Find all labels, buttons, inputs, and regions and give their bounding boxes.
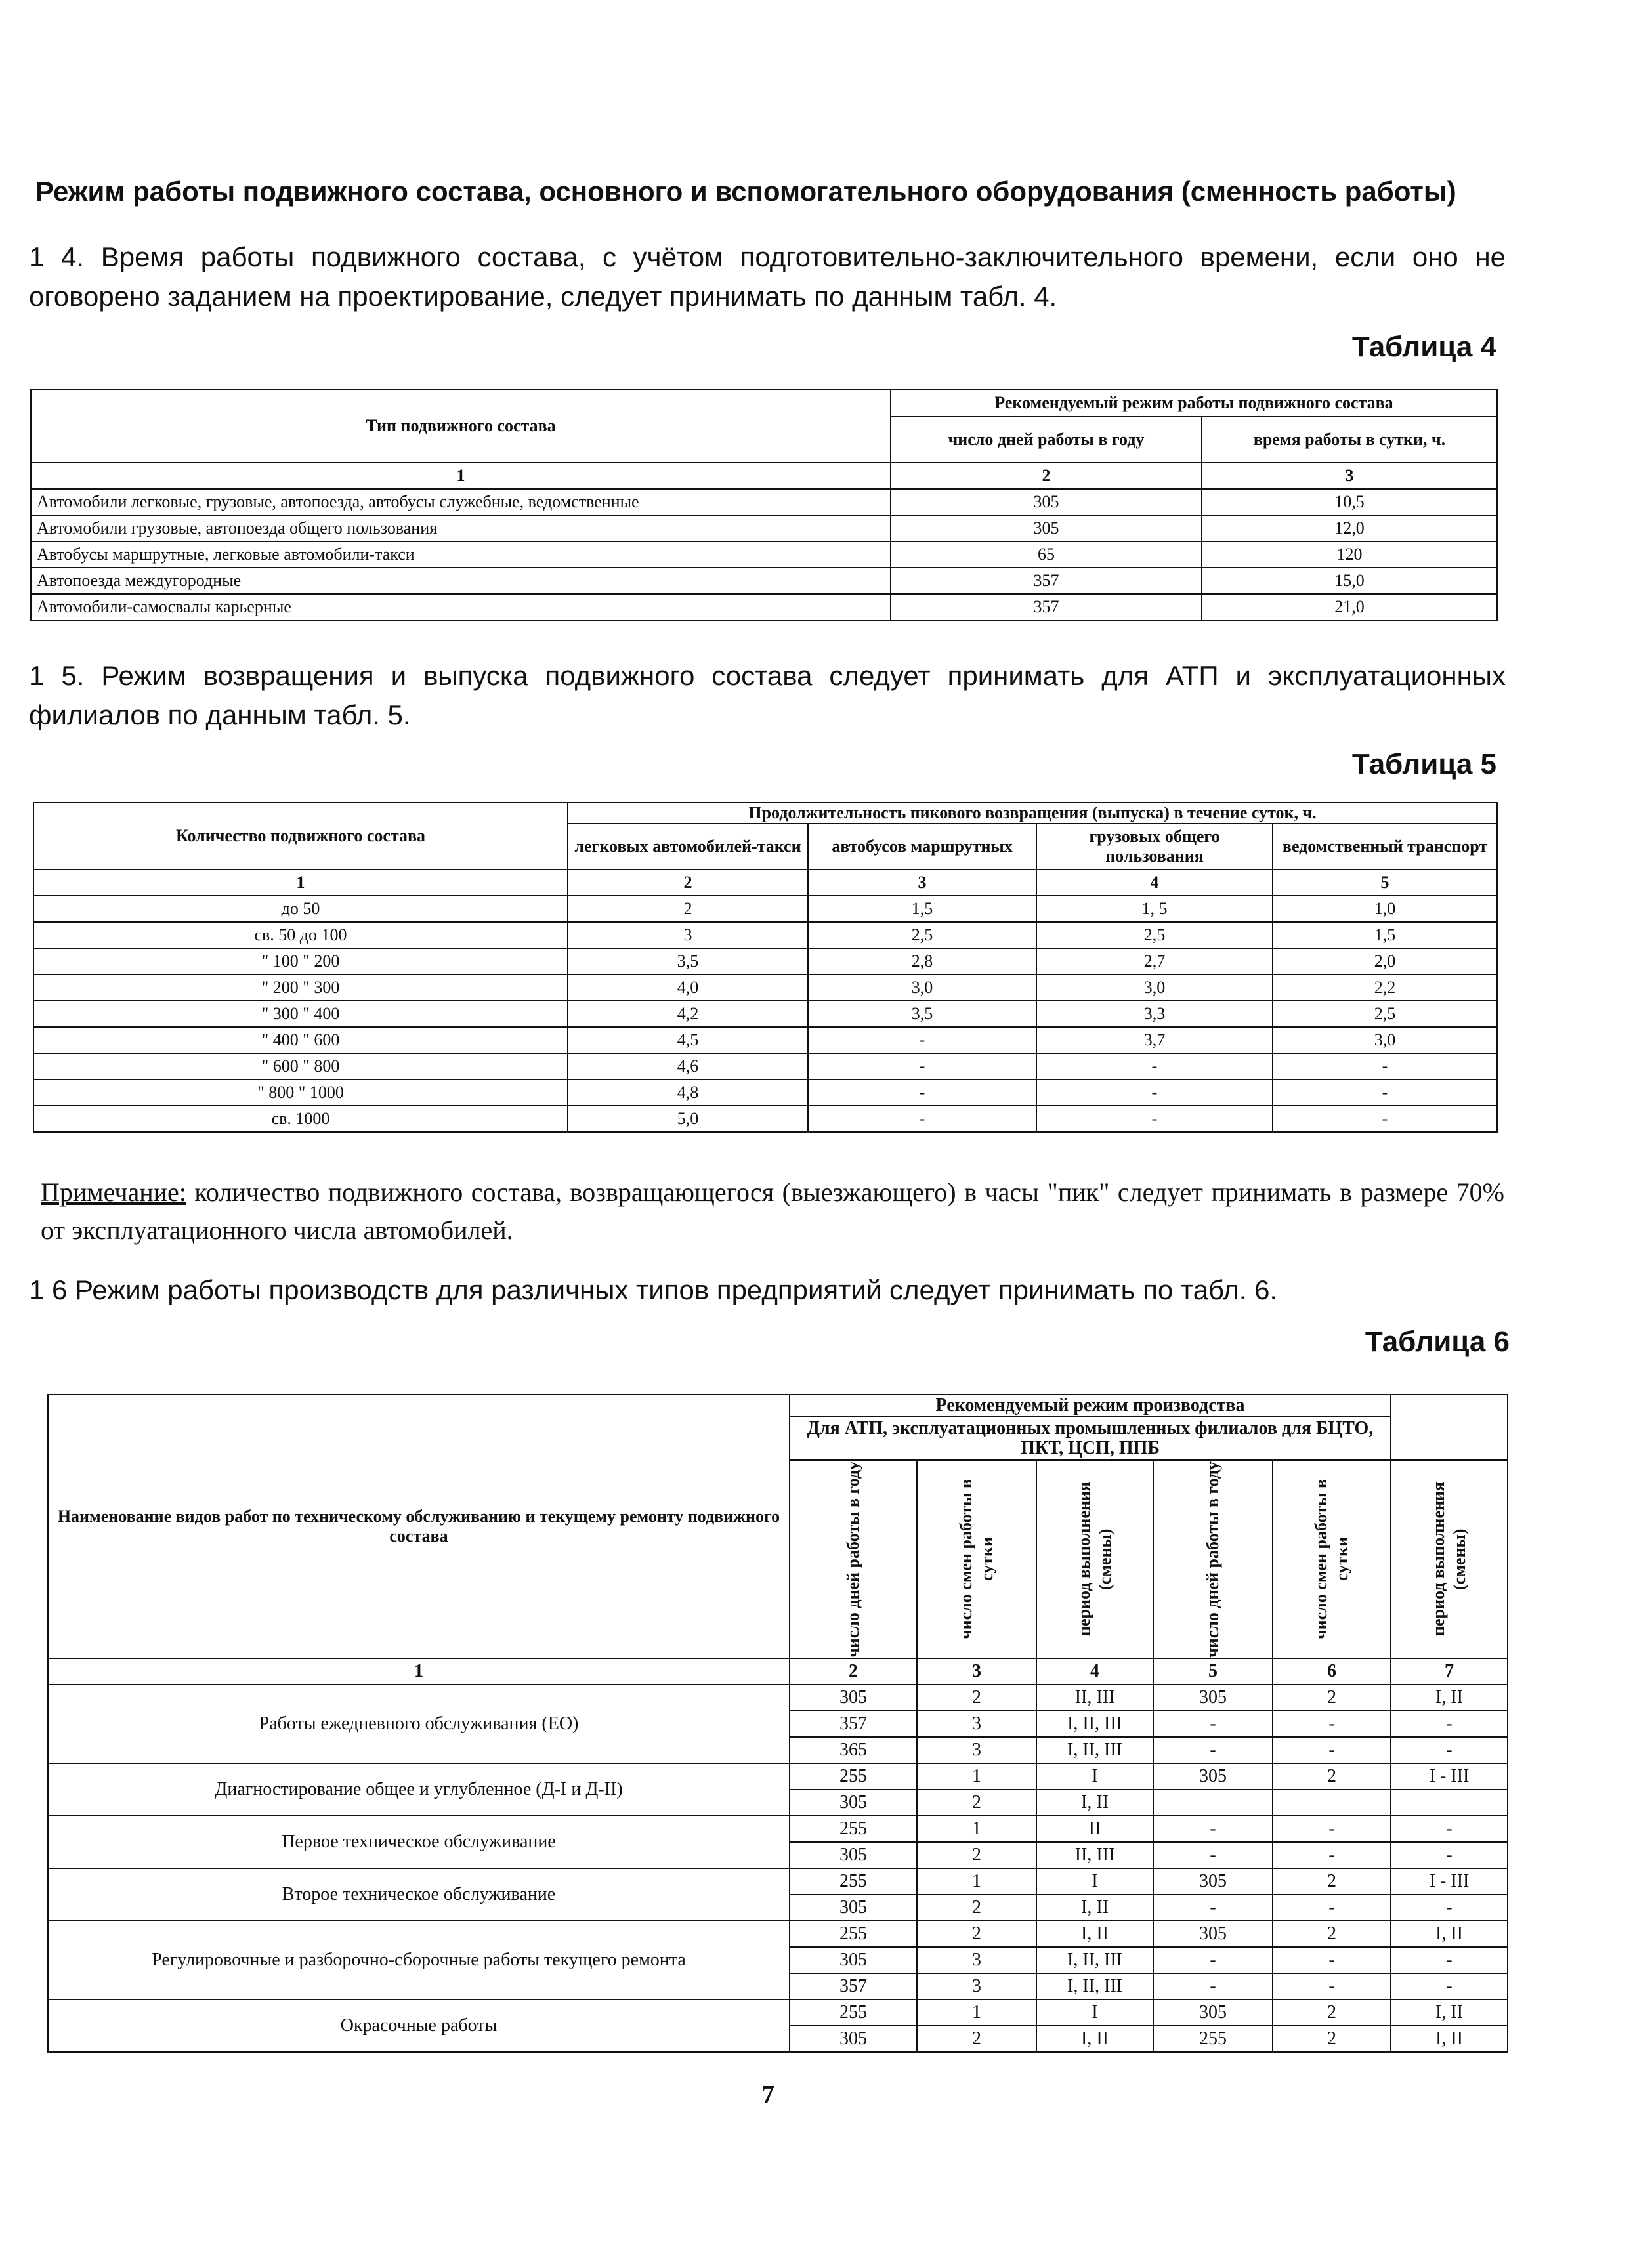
table5-cell-c2: 3	[568, 922, 808, 948]
table5-cell-c5: 1,5	[1273, 922, 1497, 948]
table6-cell-c5: 305	[1153, 1763, 1273, 1790]
table5-cell-c3: -	[808, 1106, 1036, 1132]
table6-cell-c3: 3	[917, 1737, 1036, 1763]
table-row	[31, 515, 1497, 541]
table6-cell-c6: -	[1273, 1737, 1391, 1763]
table6-cell-c2: 365	[790, 1737, 917, 1763]
table6	[47, 1394, 1508, 2053]
table6-cell-c2: 255	[790, 1816, 917, 1842]
table-row	[31, 541, 1497, 568]
table6-header-col4: период выполнения (смены)	[1036, 1460, 1153, 1658]
table-row	[48, 1816, 1508, 1842]
table4-header-type: Тип подвижного состава	[31, 389, 891, 463]
table-row	[31, 594, 1497, 620]
table6-cell-c3: 1	[917, 1816, 1036, 1842]
table6-cell-c3: 3	[917, 1973, 1036, 2000]
table5-cell-c5: 2,0	[1273, 948, 1497, 975]
table6-header-col2: число дней работы в году	[790, 1460, 917, 1658]
table5-cell-c3: -	[808, 1080, 1036, 1106]
table6-colnum: 4	[1036, 1658, 1153, 1685]
table6-cell-c2: 357	[790, 1973, 917, 2000]
table6-cell-c5: 255	[1153, 2026, 1273, 2052]
table6-cell-c4: I, II, III	[1036, 1947, 1153, 1973]
table6-cell-c6: 2	[1273, 1685, 1391, 1711]
table5-note	[41, 1173, 1504, 1250]
table6-colnum: 7	[1391, 1658, 1508, 1685]
table6-cell-c7: I - III	[1391, 1763, 1508, 1790]
table4-colnum: 2	[891, 463, 1202, 489]
table5-cell-c3: 3,5	[808, 1001, 1036, 1027]
table5-cell-qty: " 200 " 300	[33, 975, 568, 1001]
table5-colnum: 5	[1273, 870, 1497, 896]
table6-cell-c3: 2	[917, 1842, 1036, 1868]
table5-cell-c3: -	[808, 1053, 1036, 1080]
table4-cell-hours: 15,0	[1202, 568, 1497, 594]
table5-header-col2: легковых автомобилей-такси	[568, 824, 808, 870]
table5-cell-c2: 4,0	[568, 975, 808, 1001]
table5-cell-qty: " 300 " 400	[33, 1001, 568, 1027]
table6-cell-c5: -	[1153, 1895, 1273, 1921]
table-row	[48, 1868, 1508, 1895]
table6-cell-c4: I, II, III	[1036, 1711, 1153, 1737]
table5-cell-c5: 3,0	[1273, 1027, 1497, 1053]
table-row	[33, 1027, 1497, 1053]
table-row	[33, 1053, 1497, 1080]
table5-cell-c2: 4,8	[568, 1080, 808, 1106]
table5-colnum: 1	[33, 870, 568, 896]
table6-colnum: 2	[790, 1658, 917, 1685]
table5-header-col5: ведомственный транспорт	[1273, 824, 1497, 870]
table5-cell-c5: -	[1273, 1053, 1497, 1080]
table4-cell-days: 305	[891, 489, 1202, 515]
table6-cell-c6: -	[1273, 1947, 1391, 1973]
table4-cell-type: Автобусы маршрутные, легковые автомобили-такси	[31, 541, 891, 568]
table6-cell-c4: I, II	[1036, 1895, 1153, 1921]
table5-cell-c4: 3,7	[1036, 1027, 1273, 1053]
table6-cell-name: Окрасочные работы	[48, 2000, 790, 2052]
table4-cell-type: Автомобили-самосвалы карьерные	[31, 594, 891, 620]
table5-cell-c5: -	[1273, 1106, 1497, 1132]
table6-cell-c3: 3	[917, 1947, 1036, 1973]
table6-cell-c2: 305	[790, 1790, 917, 1816]
table5-cell-c4: 2,7	[1036, 948, 1273, 975]
table6-cell-c6: -	[1273, 1842, 1391, 1868]
table6-cell-c6	[1273, 1790, 1391, 1816]
table6-cell-c4: I	[1036, 1868, 1153, 1895]
table6-cell-c3: 1	[917, 1763, 1036, 1790]
note-label: Примечание:	[41, 1177, 186, 1207]
table6-cell-c6: 2	[1273, 2000, 1391, 2026]
table5-cell-c2: 5,0	[568, 1106, 808, 1132]
table5-header-group: Продолжительность пикового возвращения (выпуска) в течение суток, ч.	[568, 803, 1497, 824]
table6-header-col5: число дней работы в году	[1153, 1460, 1273, 1658]
table6-cell-c3: 1	[917, 2000, 1036, 2026]
table5-header-col4: грузовых общего пользования	[1036, 824, 1273, 870]
table-row	[33, 948, 1497, 975]
table6-cell-c2: 305	[790, 1895, 917, 1921]
table6-cell-c6: 2	[1273, 2026, 1391, 2052]
table6-cell-c2: 305	[790, 1842, 917, 1868]
table-row	[48, 1763, 1508, 1790]
table6-cell-c5: 305	[1153, 1921, 1273, 1947]
table5-cell-qty: св. 1000	[33, 1106, 568, 1132]
table5-cell-c2: 4,6	[568, 1053, 808, 1080]
table4-cell-hours: 10,5	[1202, 489, 1497, 515]
table4-cell-hours: 21,0	[1202, 594, 1497, 620]
table5	[33, 802, 1498, 1133]
table6-cell-name: Регулировочные и разборочно-сборочные работы текущего ремонта	[48, 1921, 790, 2000]
table5-cell-c2: 4,5	[568, 1027, 808, 1053]
table5-cell-c5: -	[1273, 1080, 1497, 1106]
table6-cell-c4: II	[1036, 1816, 1153, 1842]
table6-cell-c2: 305	[790, 2026, 917, 2052]
table6-cell-c4: I, II	[1036, 1921, 1153, 1947]
table6-cell-c7: I, II	[1391, 2000, 1508, 2026]
table-row	[33, 1106, 1497, 1132]
table6-cell-c3: 1	[917, 1868, 1036, 1895]
table5-colnum: 4	[1036, 870, 1273, 896]
table5-header-col3: автобусов маршрутных	[808, 824, 1036, 870]
table6-cell-c5: -	[1153, 1816, 1273, 1842]
table6-cell-c7: I - III	[1391, 1868, 1508, 1895]
table6-cell-name: Работы ежедневного обслуживания (ЕО)	[48, 1685, 790, 1763]
table6-cell-c6: 2	[1273, 1868, 1391, 1895]
table4-cell-type: Автомобили грузовые, автопоезда общего пользования	[31, 515, 891, 541]
table6-cell-c5: -	[1153, 1947, 1273, 1973]
table5-cell-c3: -	[808, 1027, 1036, 1053]
table5-cell-c5: 2,5	[1273, 1001, 1497, 1027]
table6-cell-c3: 3	[917, 1711, 1036, 1737]
table6-cell-c4: I, II	[1036, 2026, 1153, 2052]
table6-cell-c3: 2	[917, 1921, 1036, 1947]
table5-cell-c4: 2,5	[1036, 922, 1273, 948]
table5-cell-c2: 2	[568, 896, 808, 922]
table5-cell-c4: -	[1036, 1053, 1273, 1080]
table6-cell-c2: 305	[790, 1947, 917, 1973]
table4-header-days: число дней работы в году	[891, 417, 1202, 463]
table5-colnum: 3	[808, 870, 1036, 896]
table5-cell-qty: " 400 " 600	[33, 1027, 568, 1053]
table5-cell-c3: 2,8	[808, 948, 1036, 975]
table6-header-name: Наименование видов работ по техническому обслуживанию и текущему ремонту подвижного состава	[48, 1395, 790, 1658]
table6-cell-c4: I, II, III	[1036, 1973, 1153, 2000]
table6-cell-c2: 255	[790, 1868, 917, 1895]
table5-cell-qty: св. 50 до 100	[33, 922, 568, 948]
table5-header-qty: Количество подвижного состава	[33, 803, 568, 870]
paragraph-16: 1 6 Режим работы производств для различных типов предприятий следует принимать по табл. 6.	[29, 1274, 1278, 1305]
table6-cell-c6: -	[1273, 1895, 1391, 1921]
table6-cell-c6: -	[1273, 1711, 1391, 1737]
table6-cell-c5: 305	[1153, 1685, 1273, 1711]
table6-cell-c4: II, III	[1036, 1685, 1153, 1711]
table4	[30, 388, 1498, 621]
table-row	[31, 568, 1497, 594]
table6-header-group: Рекомендуемый режим производства	[790, 1395, 1391, 1417]
table6-colnum: 1	[48, 1658, 790, 1685]
section-heading: Режим работы подвижного состава, основного и вспомогательного оборудования (сменность работы)	[35, 176, 1456, 207]
table6-cell-c7: -	[1391, 1973, 1508, 2000]
table6-header-col6: число смен работы в сутки	[1273, 1460, 1391, 1658]
table-row	[48, 1921, 1508, 1947]
table6-cell-c7: I, II	[1391, 1685, 1508, 1711]
table6-cell-c7: -	[1391, 1816, 1508, 1842]
table5-cell-c4: -	[1036, 1106, 1273, 1132]
table6-cell-c4: I, II	[1036, 1790, 1153, 1816]
table6-cell-c7: I, II	[1391, 1921, 1508, 1947]
table6-header-subgroup: Для АТП, эксплуатационных промышленных филиалов для БЦТО, ПКТ, ЦСП, ППБ	[790, 1417, 1391, 1460]
table6-cell-c4: I, II, III	[1036, 1737, 1153, 1763]
table5-cell-c5: 1,0	[1273, 896, 1497, 922]
table-row	[33, 1080, 1497, 1106]
table6-cell-c5: -	[1153, 1842, 1273, 1868]
table4-header-group: Рекомендуемый режим работы подвижного состава	[891, 389, 1497, 417]
table-row	[33, 922, 1497, 948]
table-row	[33, 975, 1497, 1001]
table5-cell-qty: до 50	[33, 896, 568, 922]
table6-header-col7: период выполнения (смены)	[1391, 1460, 1508, 1658]
table6-cell-c4: I	[1036, 2000, 1153, 2026]
table5-cell-c3: 3,0	[808, 975, 1036, 1001]
table6-colnum: 3	[917, 1658, 1036, 1685]
note-text: количество подвижного состава, возвращающегося (выезжающего) в часы "пик" следует принимать в размере 70% от эксплуатационного числа автомобилей.	[41, 1177, 1504, 1245]
table4-colnum: 1	[31, 463, 891, 489]
paragraph-14: 1 4. Время работы подвижного состава, с учётом подготовительно-заключительного времени, если оно не оговорено заданием на проектирование, следует принимать по данным табл. 4.	[29, 242, 1506, 312]
table6-cell-c2: 357	[790, 1711, 917, 1737]
table5-cell-c3: 1,5	[808, 896, 1036, 922]
table4-cell-days: 357	[891, 594, 1202, 620]
table-row	[48, 1685, 1508, 1711]
table6-cell-c3: 2	[917, 1895, 1036, 1921]
table6-cell-c7: -	[1391, 1842, 1508, 1868]
table6-caption: Таблица 6	[1365, 1326, 1510, 1358]
table5-cell-c4: -	[1036, 1080, 1273, 1106]
table5-cell-c4: 1, 5	[1036, 896, 1273, 922]
table5-cell-qty: " 600 " 800	[33, 1053, 568, 1080]
table5-cell-c5: 2,2	[1273, 975, 1497, 1001]
table6-cell-c6: -	[1273, 1973, 1391, 2000]
table6-cell-c2: 255	[790, 1763, 917, 1790]
table6-cell-c7: -	[1391, 1737, 1508, 1763]
table4-colnum: 3	[1202, 463, 1497, 489]
table6-cell-name: Диагностирование общее и углубленное (Д-I и Д-II)	[48, 1763, 790, 1816]
table6-cell-c7	[1391, 1790, 1508, 1816]
table5-cell-c2: 3,5	[568, 948, 808, 975]
table5-cell-c3: 2,5	[808, 922, 1036, 948]
table6-cell-c5	[1153, 1790, 1273, 1816]
table5-cell-qty: " 100 " 200	[33, 948, 568, 975]
table6-cell-c4: II, III	[1036, 1842, 1153, 1868]
page-number: 7	[761, 2080, 774, 2109]
table-row	[48, 2000, 1508, 2026]
table6-cell-c4: I	[1036, 1763, 1153, 1790]
table6-cell-c2: 255	[790, 1921, 917, 1947]
table5-caption: Таблица 5	[1351, 748, 1496, 780]
table5-colnum: 2	[568, 870, 808, 896]
table6-cell-name: Первое техническое обслуживание	[48, 1816, 790, 1868]
table4-cell-days: 305	[891, 515, 1202, 541]
table4-cell-days: 357	[891, 568, 1202, 594]
table6-cell-c3: 2	[917, 1790, 1036, 1816]
table5-cell-c4: 3,3	[1036, 1001, 1273, 1027]
table6-cell-c7: -	[1391, 1895, 1508, 1921]
table5-cell-qty: " 800 " 1000	[33, 1080, 568, 1106]
paragraph-15: 1 5. Режим возвращения и выпуска подвижного состава следует принимать для АТП и эксплуатационных филиалов по данным табл. 5.	[29, 660, 1506, 730]
table-row	[31, 489, 1497, 515]
table6-cell-c5: -	[1153, 1737, 1273, 1763]
table6-cell-c3: 2	[917, 2026, 1036, 2052]
table6-cell-c5: 305	[1153, 1868, 1273, 1895]
table6-header-empty	[1391, 1395, 1508, 1460]
table4-cell-type: Автопоезда междугородные	[31, 568, 891, 594]
table6-cell-c5: -	[1153, 1973, 1273, 2000]
table4-cell-hours: 120	[1202, 541, 1497, 568]
table4-cell-type: Автомобили легковые, грузовые, автопоезда, автобусы служебные, ведомственные	[31, 489, 891, 515]
table4-cell-days: 65	[891, 541, 1202, 568]
table6-cell-c7: I, II	[1391, 2026, 1508, 2052]
table-row	[33, 896, 1497, 922]
table6-cell-c2: 305	[790, 1685, 917, 1711]
table4-caption: Таблица 4	[1351, 331, 1496, 363]
table6-cell-c6: 2	[1273, 1921, 1391, 1947]
table-row	[33, 1001, 1497, 1027]
table5-cell-c2: 4,2	[568, 1001, 808, 1027]
table6-cell-c7: -	[1391, 1711, 1508, 1737]
table6-cell-c5: -	[1153, 1711, 1273, 1737]
table6-cell-c7: -	[1391, 1947, 1508, 1973]
table6-cell-c2: 255	[790, 2000, 917, 2026]
table4-cell-hours: 12,0	[1202, 515, 1497, 541]
table6-cell-name: Второе техническое обслуживание	[48, 1868, 790, 1921]
table6-cell-c6: -	[1273, 1816, 1391, 1842]
table6-cell-c5: 305	[1153, 2000, 1273, 2026]
table6-colnum: 6	[1273, 1658, 1391, 1685]
table6-cell-c6: 2	[1273, 1763, 1391, 1790]
table6-cell-c3: 2	[917, 1685, 1036, 1711]
table6-header-col3: число смен работы в сутки	[917, 1460, 1036, 1658]
table4-header-hours: время работы в сутки, ч.	[1202, 417, 1497, 463]
table5-cell-c4: 3,0	[1036, 975, 1273, 1001]
table6-colnum: 5	[1153, 1658, 1273, 1685]
